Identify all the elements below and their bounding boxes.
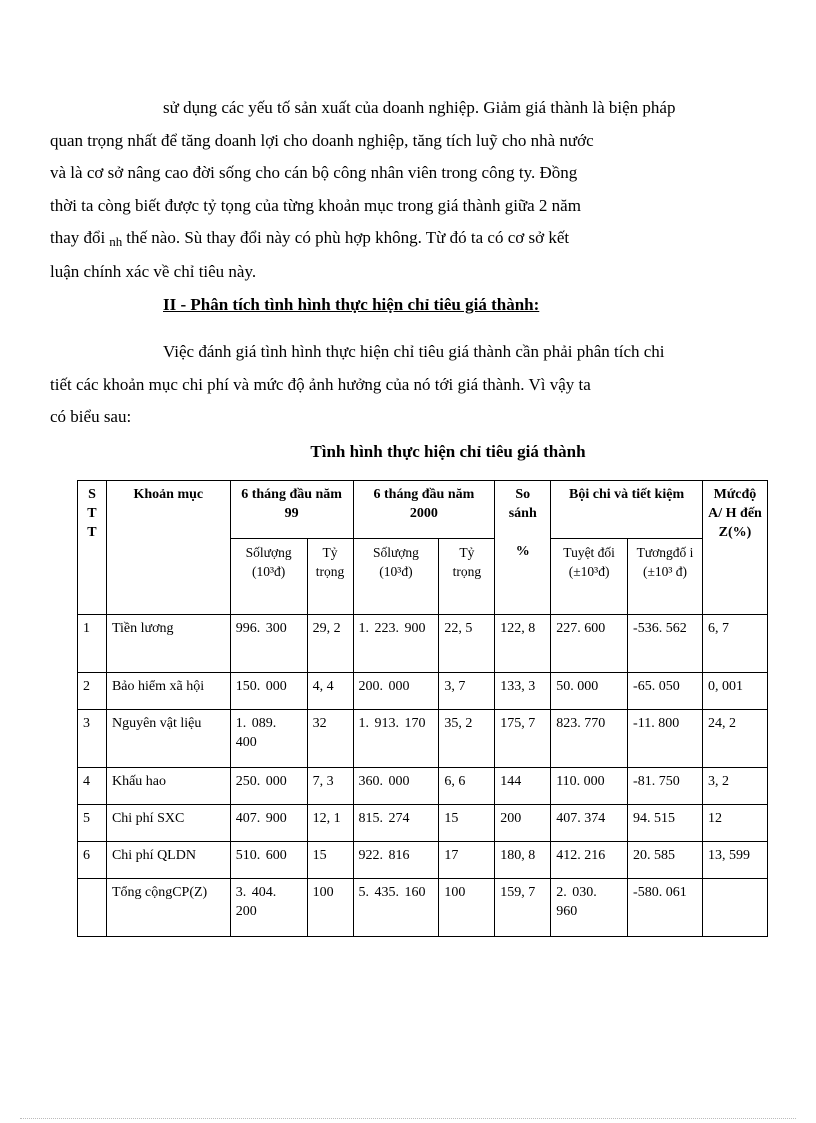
header-boi-chi: Bội chi và tiết kiệm [551,481,703,539]
cell-md: 12 [702,805,767,842]
table-row-total [78,879,768,937]
analysis-paragraph [50,336,763,434]
cell-tt1: 15 [307,842,353,879]
cell-stt: 4 [78,768,107,805]
cell-sl1: 407. 900 [230,805,307,842]
cell-tgd: -580. 061 [628,879,703,937]
table-row [78,805,768,842]
so-sanh-label: So sánh [508,487,537,521]
cell-sl1: 3. 404. 200 [230,879,307,937]
cell-name: Chi phí QLDN [106,842,230,879]
cell-td: 823. 770 [551,710,628,768]
cell-sl2: 1. 913. 170 [353,710,439,768]
paragraph-line: thời ta còng biết được tỷ tọng của từng khoản mục trong giá thành giữa 2 năm [50,195,581,215]
cell-tgd: -81. 750 [628,768,703,805]
cell-tt1: 4, 4 [307,673,353,710]
header-muc-do: Mứcđộ A/ H đến Z(%) [702,481,767,615]
header-so-sanh [495,481,551,615]
cell-tt2: 3, 7 [439,673,495,710]
cell-sl2: 200. 000 [353,673,439,710]
cell-ss: 200 [495,805,551,842]
cell-ss: 159, 7 [495,879,551,937]
cell-tt1: 12, 1 [307,805,353,842]
cell-sl2: 360. 000 [353,768,439,805]
cell-sl2: 1. 223. 900 [353,615,439,673]
cell-sl1: 510. 600 [230,842,307,879]
paragraph-line [50,222,763,256]
cell-stt [78,879,107,937]
cell-ss: 175, 7 [495,710,551,768]
cell-stt: 6 [78,842,107,879]
paragraph-line: có biểu sau: [50,407,132,426]
cell-tt2: 22, 5 [439,615,495,673]
cell-tt2: 35, 2 [439,710,495,768]
cost-table [77,480,768,937]
cell-name: Nguyên vật liệu [106,710,230,768]
cell-name: Tiền lương [106,615,230,673]
cell-tt2: 6, 6 [439,768,495,805]
cell-tgd: -536. 562 [628,615,703,673]
section-heading: II - Phân tích tình hình thực hiện chỉ tiêu giá thành: [163,295,540,314]
cell-md: 24, 2 [702,710,767,768]
intro-paragraph [50,92,763,288]
cell-tgd: -11. 800 [628,710,703,768]
cell-tgd: -65. 050 [628,673,703,710]
header-stt: S T T [78,481,107,615]
cell-stt: 1 [78,615,107,673]
cell-td: 227. 600 [551,615,628,673]
paragraph-line: quan trọng nhất để tăng doanh lợi cho doanh nghiệp, tăng tích luỹ cho nhà nước [50,130,594,150]
cell-tt2: 17 [439,842,495,879]
cell-tt1: 7, 3 [307,768,353,805]
header-period2: 6 tháng đầu năm 2000 [353,481,495,539]
paragraph-line: tiết các khoản mục chi phí và mức độ ảnh hưởng của nó tới giá thành. Vì vậy ta [50,374,591,394]
cell-md: 0, 001 [702,673,767,710]
cell-sl2: 815. 274 [353,805,439,842]
table-row [78,673,768,710]
so-sanh-unit: % [515,544,530,559]
table-row [78,768,768,805]
cell-stt: 2 [78,673,107,710]
table-row [78,842,768,879]
line5-b: thế nào. Sù thay đổi này có phù hợp không. Từ đó ta có cơ sở kết [126,228,570,247]
paragraph-line: và là cơ sở nâng cao đời sống cho cán bộ công nhân viên trong công ty. Đồng [50,163,578,182]
header-tuong-doi: Tươngđố i (±10³ đ) [628,539,703,615]
cell-tgd: 20. 585 [628,842,703,879]
cell-sl1: 996. 300 [230,615,307,673]
header-so-luong-1: Sốlượng (10³đ) [230,539,307,615]
cell-tt2: 15 [439,805,495,842]
cell-sl1: 250. 000 [230,768,307,805]
cell-td: 110. 000 [551,768,628,805]
cell-name: Khấu hao [106,768,230,805]
line5-small: nh [109,234,123,249]
cell-ss: 133, 3 [495,673,551,710]
paragraph-line: sử dụng các yếu tố sản xuất của doanh nghiệp. Giảm giá thành là biện pháp [163,98,676,117]
cell-ss: 122, 8 [495,615,551,673]
paragraph-line: luận chính xác về chỉ tiêu này. [50,261,257,281]
header-ty-trong-2: Tỷ trọng [439,539,495,615]
header-so-luong-2: Sốlượng (10³đ) [353,539,439,615]
cell-tt1: 100 [307,879,353,937]
header-period1: 6 tháng đầu năm 99 [230,481,353,539]
table-title: Tình hình thực hiện chỉ tiêu giá thành [310,442,586,461]
table-row [78,710,768,768]
cell-td: 2. 030. 960 [551,879,628,937]
header-khoan-muc: Khoản mục [106,481,230,615]
cell-name: Bảo hiểm xã hội [106,673,230,710]
header-tuyet-doi: Tuyệt đối (±10³đ) [551,539,628,615]
header-ty-trong-1: Tỷ trọng [307,539,353,615]
cell-md: 13, 599 [702,842,767,879]
cell-sl2: 5. 435. 160 [353,879,439,937]
cell-stt: 3 [78,710,107,768]
cell-ss: 144 [495,768,551,805]
cell-tgd: 94. 515 [628,805,703,842]
cell-ss: 180, 8 [495,842,551,879]
cell-tt1: 29, 2 [307,615,353,673]
cell-stt: 5 [78,805,107,842]
cell-tt1: 32 [307,710,353,768]
cell-tt2: 100 [439,879,495,937]
cell-name: Tổng cộngCP(Z) [106,879,230,937]
cell-td: 412. 216 [551,842,628,879]
cell-td: 407. 374 [551,805,628,842]
line5-a: thay đổi [50,228,106,247]
cell-md: 6, 7 [702,615,767,673]
cell-sl2: 922. 816 [353,842,439,879]
paragraph-line: Việc đánh giá tình hình thực hiện chỉ tiêu giá thành cần phải phân tích chi [163,342,665,361]
table-row [78,615,768,673]
cell-md: 3, 2 [702,768,767,805]
cell-sl1: 150. 000 [230,673,307,710]
cell-md [702,879,767,937]
cell-name: Chi phí SXC [106,805,230,842]
page-footer-divider [20,1118,796,1119]
cell-sl1: 1. 089. 400 [230,710,307,768]
cell-td: 50. 000 [551,673,628,710]
